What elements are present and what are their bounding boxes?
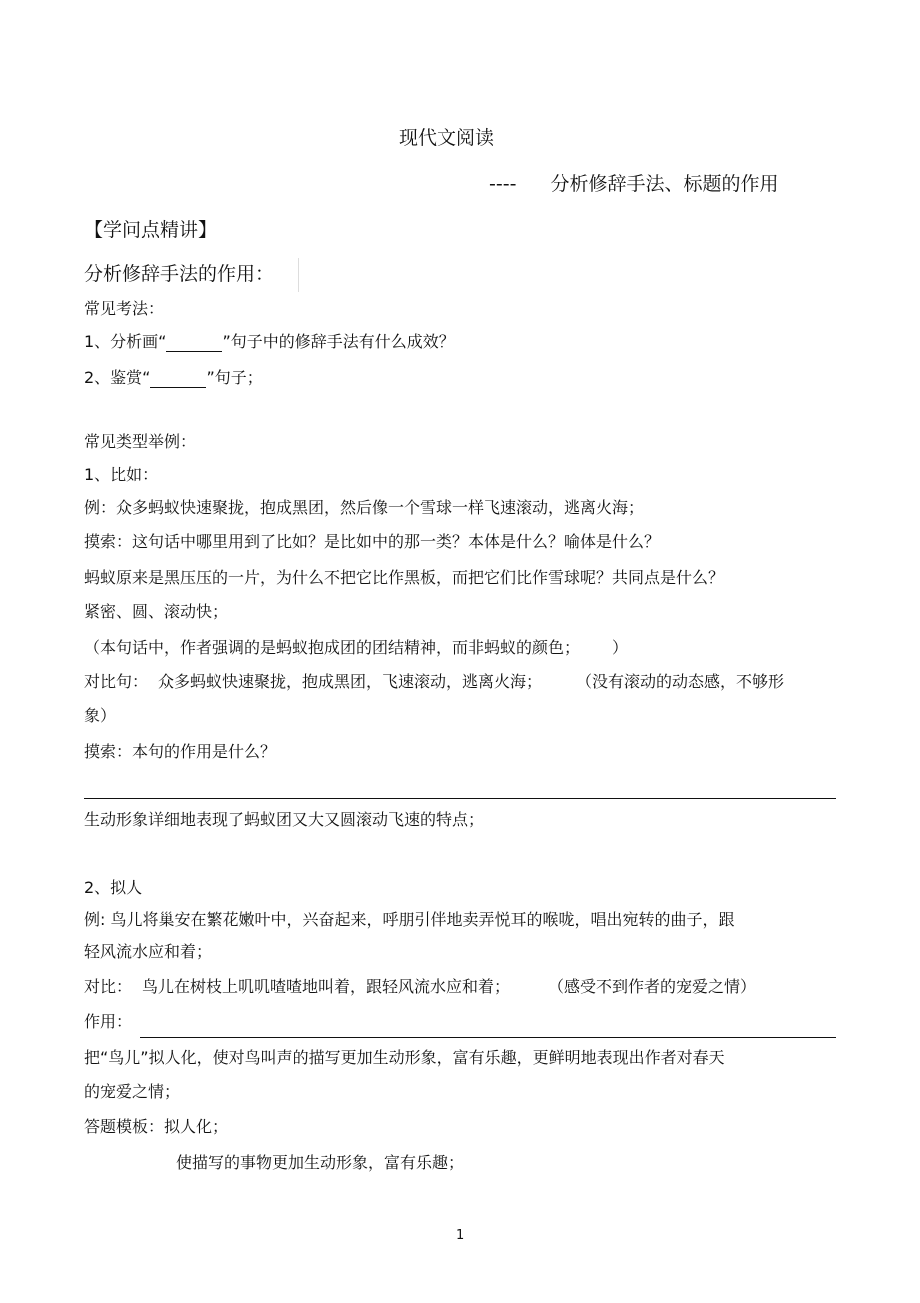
metaphor-example: 例：众多蚂蚁快速聚拢，抱成黑团，然后像一个雪球一样飞速滚动，逃离火海； [84, 498, 645, 517]
topic-heading: 分析修辞手法的作用： [84, 263, 275, 285]
subtitle-dashes: ---- [489, 173, 517, 195]
page-number: 1 [456, 1228, 465, 1243]
metaphor-answer: 紧密、圆、滚动快； [84, 602, 229, 621]
personification-effect-2: 的宠爱之情； [84, 1082, 181, 1101]
metaphor-explore: 摸索：这句话中哪里用到了比如？是比如中的那一类？本体是什么？喻体是什么？ [84, 532, 661, 551]
effect-label: 作用： [84, 1012, 133, 1031]
metaphor-note: （本句话中，作者强调的是蚂蚁抱成团的团结精神，而非蚂蚁的颜色； ） [84, 638, 629, 657]
cursor-divider [298, 258, 299, 292]
contrast-label: 对比： [84, 977, 133, 996]
metaphor-explore-effect: 摸索：本句的作用是什么？ [84, 742, 277, 761]
metaphor-contrast [84, 672, 784, 692]
contrast-comment: （没有滚动的动态感，不够形 [576, 672, 785, 691]
page-subtitle [489, 172, 778, 196]
contrast-comment: （感受不到作者的宠爱之情） [548, 977, 757, 996]
personification-heading: 2、拟人 [84, 878, 143, 897]
metaphor-question: 蚂蚁原来是黑压压的一片，为什么不把它比作黑板，而把它们比作雪球呢？共同点是什么？ [84, 568, 725, 587]
personification-effect-1: 把“鸟儿”拟人化，使对鸟叫声的描写更加生动形象，富有乐趣，更鲜明地表现出作者对春天 [84, 1048, 725, 1067]
contrast-label: 对比句： [84, 672, 149, 691]
fill-blank [150, 371, 206, 388]
subtitle-text: 分析修辞手法、标题的作用 [550, 173, 779, 195]
question-2: 2、鉴赏“ ”句子； [84, 368, 263, 387]
metaphor-effect: 生动形象详细地表现了蚂蚁团又大又圆滚动飞速的特点； [84, 810, 485, 829]
template-text: 使描写的事物更加生动形象，富有乐趣； [176, 1153, 465, 1172]
metaphor-heading: 1、比如： [84, 465, 159, 484]
answer-line [84, 798, 836, 799]
contrast-text: 众多蚂蚁快速聚拢，抱成黑团，飞速滚动，逃离火海； [158, 672, 543, 691]
fill-blank [166, 335, 222, 352]
question-1: 1、分析画“ ”句子中的修辞手法有什么成效？ [84, 332, 455, 351]
personification-example-2: 轻风流水应和着； [84, 942, 213, 961]
personification-example-1: 例: 鸟儿将巢安在繁花嫩叶中，兴奋起来，呼朋引伴地卖弄悦耳的喉咙，唱出宛转的曲子，跟 [84, 910, 735, 929]
contrast-text: 鸟儿在树枝上叽叽喳喳地叫着，跟轻风流水应和着； [142, 977, 511, 996]
common-questions-label: 常见考法： [84, 299, 165, 318]
metaphor-contrast-cont: 象） [84, 706, 117, 725]
template-label: 答题模板：拟人化； [84, 1117, 229, 1136]
personification-contrast [84, 977, 756, 997]
page-title: 现代文阅读 [399, 127, 495, 149]
common-types-label: 常见类型举例： [84, 432, 197, 451]
answer-line [140, 1037, 836, 1038]
section-heading: 【学问点精讲】 [84, 219, 218, 241]
